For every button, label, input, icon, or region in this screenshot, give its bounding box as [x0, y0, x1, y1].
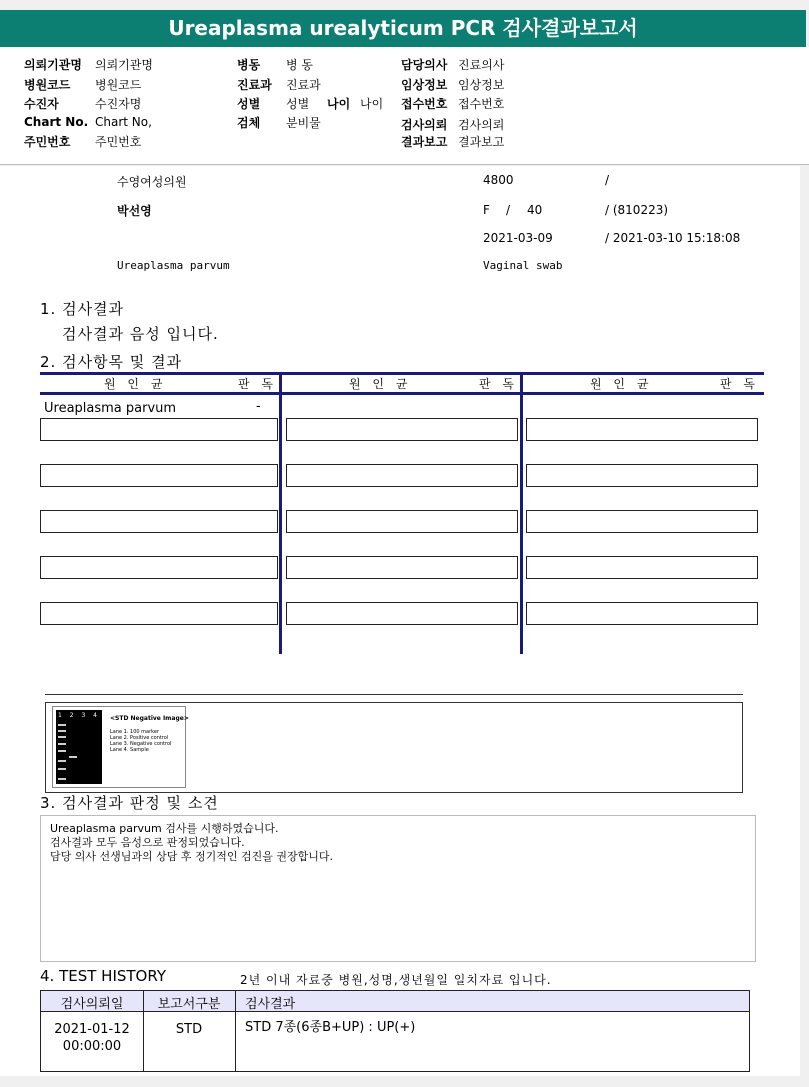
- value-resident-no: 주민번호: [95, 135, 142, 149]
- empty-result-cell: [526, 556, 758, 579]
- gel-legend-item: Lane 3. Negative control: [110, 741, 172, 747]
- opinion-text: [50, 822, 333, 864]
- value-test-request: 검사의뢰: [458, 118, 505, 132]
- label-patient: 수진자: [24, 97, 59, 111]
- record-request-date: 2021-03-09: [483, 231, 553, 245]
- gel-band: [58, 736, 66, 738]
- value-ward: 병 동: [286, 58, 313, 72]
- gel-legend: [110, 729, 171, 753]
- column-pathogen-1: 원 인 균: [104, 377, 167, 391]
- label-specimen: 검체: [237, 116, 261, 130]
- history-col-result: 검사결과: [245, 997, 296, 1012]
- record-age: 40: [527, 203, 543, 217]
- record-sex: F: [483, 203, 490, 217]
- value-institution: 의뢰기관명: [95, 58, 153, 72]
- history-date: 2021-01-12: [54, 1022, 130, 1037]
- history-row-type: STD: [175, 1022, 203, 1037]
- history-col-divider: [235, 991, 236, 1071]
- column-judgment-3: 판 독: [720, 377, 759, 391]
- label-department: 진료과: [237, 78, 272, 92]
- empty-result-cell: [526, 602, 758, 625]
- history-col-date: 검사의뢰일: [60, 997, 124, 1012]
- value-doctor: 진료의사: [458, 58, 505, 72]
- column-pathogen-2: 원 인 균: [349, 377, 412, 391]
- history-row-result: STD 7종(6종B+UP) : UP(+): [245, 1020, 416, 1035]
- value-age: 나이: [360, 97, 384, 111]
- section1-result-text: 검사결과 음성 입니다.: [62, 325, 219, 343]
- column-pathogen-3: 원 인 균: [590, 377, 653, 391]
- label-test-request: 검사의뢰: [401, 118, 448, 132]
- gel-image: [52, 706, 189, 788]
- gel-band: [58, 750, 66, 752]
- opinion-line: Ureaplasma parvum 검사를 시행하였습니다.: [50, 822, 279, 835]
- record-test-name: Ureaplasma parvum: [117, 259, 230, 272]
- table-header-rule: [40, 392, 764, 395]
- record-code-separator: /: [605, 173, 610, 187]
- value-sex: 성별: [286, 97, 310, 111]
- value-department: 진료과: [286, 78, 321, 92]
- gel-lane-numbers: 1 2 3 4: [58, 712, 100, 719]
- empty-result-cell: [40, 464, 278, 487]
- label-receipt-no: 접수번호: [401, 97, 448, 111]
- value-specimen: 분비물: [286, 116, 321, 130]
- gel-legend-item: Lane 2. Positive control: [110, 735, 169, 741]
- record-birth: / (810223): [605, 203, 669, 217]
- empty-result-cell: [526, 510, 758, 533]
- history-note: 2년 이내 자료중 병원,성명,생년월일 일치자료 입니다.: [240, 973, 552, 987]
- value-chart-no: Chart No,: [95, 115, 152, 129]
- label-result-report: 결과보고: [401, 135, 448, 149]
- value-receipt-no: 접수번호: [458, 97, 505, 111]
- label-resident-no: 주민번호: [24, 135, 71, 149]
- record-report-datetime: / 2021-03-10 15:18:08: [605, 231, 741, 245]
- empty-result-cell: [286, 418, 518, 441]
- report-title: Ureaplasma urealyticum PCR 검사결과보고서: [0, 10, 806, 47]
- gel-legend-item: Lane 4. Sample: [110, 747, 149, 753]
- history-table: [40, 990, 750, 1072]
- gel-title: <STD Negative Image>: [110, 715, 189, 722]
- gel-band: [58, 760, 66, 762]
- empty-result-cell: [286, 556, 518, 579]
- gel-legend-item: Lane 1. 100 marker: [110, 729, 160, 735]
- gel-band: [58, 724, 66, 726]
- image-divider: [45, 694, 743, 695]
- label-clinical-info: 임상정보: [401, 78, 448, 92]
- record-specimen: Vaginal swab: [483, 259, 563, 272]
- label-hospital-code: 병원코드: [24, 78, 71, 92]
- result-judgment: -: [256, 399, 261, 414]
- gel-band: [58, 730, 66, 732]
- empty-result-cell: [40, 556, 278, 579]
- section4-heading: 4. TEST HISTORY: [40, 967, 166, 985]
- empty-result-cell: [526, 464, 758, 487]
- section3-heading: 3. 검사결과 판정 및 소견: [40, 794, 219, 812]
- section2-heading: 2. 검사항목 및 결과: [40, 353, 183, 371]
- record-patient-name: 박선영: [117, 204, 152, 218]
- empty-result-cell: [286, 464, 518, 487]
- value-hospital-code: 병원코드: [95, 78, 142, 92]
- label-institution: 의뢰기관명: [24, 58, 82, 72]
- label-chart-no: Chart No.: [24, 115, 89, 129]
- result-pathogen: Ureaplasma parvum: [44, 401, 177, 416]
- record-institution: 수영여성의원: [117, 175, 187, 189]
- report-header: [0, 47, 809, 165]
- empty-result-cell: [40, 418, 278, 441]
- label-doctor: 담당의사: [401, 58, 448, 72]
- gel-band: [69, 756, 77, 758]
- column-judgment-1: 판 독: [238, 377, 277, 391]
- gel-lanes: [56, 710, 102, 784]
- empty-result-cell: [40, 602, 278, 625]
- gel-band: [58, 768, 66, 770]
- history-col-type: 보고서구분: [157, 997, 221, 1012]
- value-clinical-info: 임상정보: [458, 78, 505, 92]
- table-divider-2: [520, 375, 523, 654]
- empty-result-cell: [40, 510, 278, 533]
- history-time: 00:00:00: [62, 1039, 122, 1054]
- label-ward: 병동: [237, 58, 261, 72]
- value-result-report: 결과보고: [458, 135, 505, 149]
- empty-result-cell: [286, 602, 518, 625]
- record-separator: /: [506, 203, 511, 217]
- label-age: 나이: [327, 97, 351, 111]
- gel-band: [58, 743, 66, 745]
- column-judgment-2: 판 독: [479, 377, 518, 391]
- record-code: 4800: [483, 173, 514, 187]
- history-row-date: [41, 1021, 143, 1055]
- table-divider-1: [279, 375, 282, 654]
- gel-band: [58, 778, 66, 780]
- value-patient: 수진자명: [95, 97, 142, 111]
- label-sex: 성별: [237, 97, 261, 111]
- empty-result-cell: [286, 510, 518, 533]
- empty-result-cell: [526, 418, 758, 441]
- opinion-line: 담당 의사 선생님과의 상담 후 정기적인 검진을 권장합니다.: [50, 850, 333, 863]
- opinion-line: 검사결과 모두 음성으로 판정되었습니다.: [50, 836, 245, 849]
- section1-heading: 1. 검사결과: [40, 300, 125, 318]
- opinion-box: [40, 815, 756, 962]
